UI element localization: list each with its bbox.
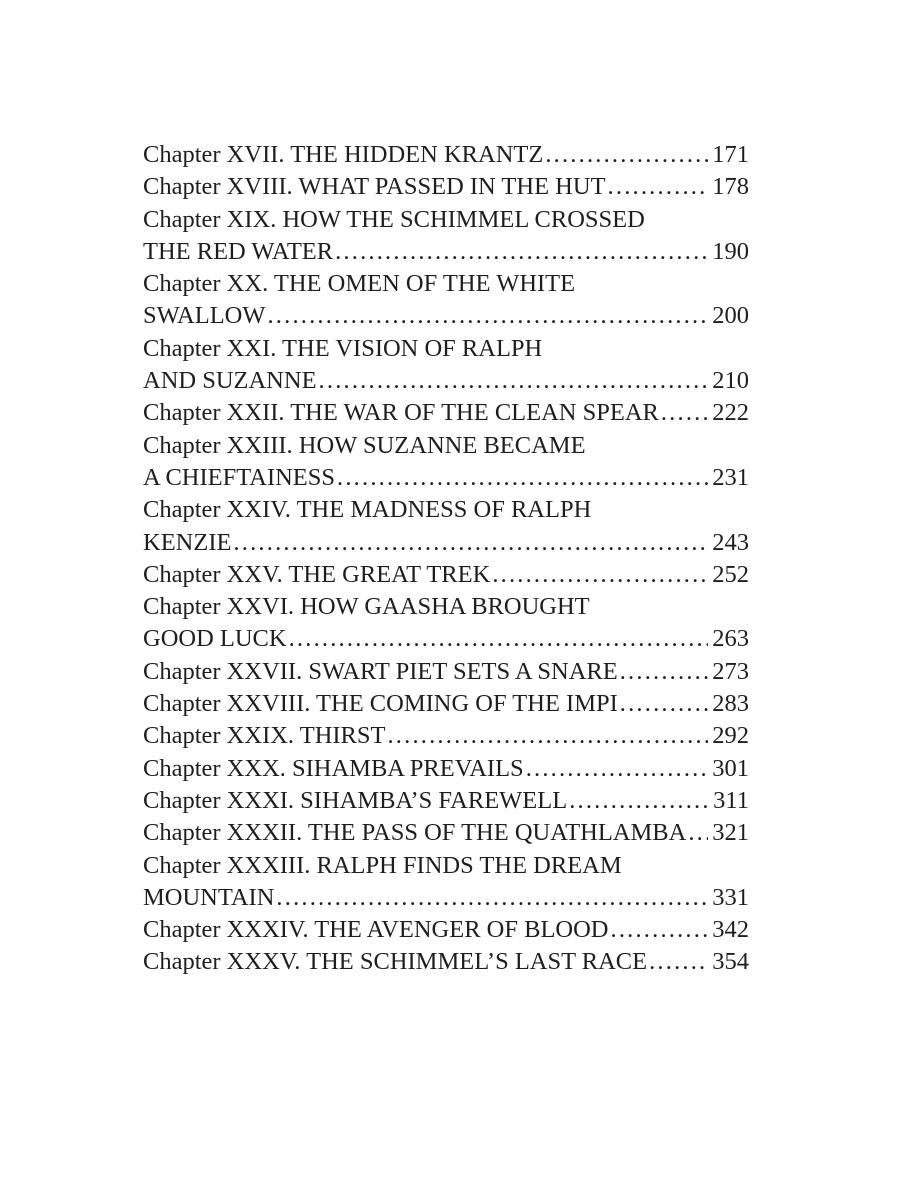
chapter-title: Chapter XXI. THE VISION OF RALPH xyxy=(143,334,543,362)
dot-leader xyxy=(526,753,709,785)
chapter-title-line xyxy=(143,559,749,591)
chapter-title: SWALLOW xyxy=(143,302,266,330)
page-number: 301 xyxy=(712,754,749,782)
toc-entry[interactable] xyxy=(143,720,749,752)
chapter-title-continuation xyxy=(143,365,749,397)
chapter-title: Chapter XXVI. HOW GAASHA BROUGHT xyxy=(143,593,590,621)
chapter-title: Chapter XVII. THE HIDDEN KRANTZ xyxy=(143,141,544,168)
chapter-title: GOOD LUCK xyxy=(143,625,287,653)
chapter-title-line xyxy=(143,914,749,946)
chapter-title-line xyxy=(143,850,749,882)
chapter-title: Chapter XXIX. THIRST xyxy=(143,722,386,750)
chapter-title: Chapter XVIII. WHAT PASSED IN THE HUT xyxy=(143,173,606,201)
chapter-title: THE RED WATER xyxy=(143,237,334,265)
toc-entry[interactable] xyxy=(143,430,749,495)
chapter-title: Chapter XXXV. THE SCHIMMEL’S LAST RACE xyxy=(143,948,648,976)
chapter-title: Chapter XXX. SIHAMBA PREVAILS xyxy=(143,754,524,782)
dot-leader xyxy=(620,688,708,720)
chapter-title-line xyxy=(143,333,749,365)
toc-entry[interactable] xyxy=(143,946,749,978)
page-number: 263 xyxy=(712,625,749,653)
toc-entry[interactable] xyxy=(143,171,749,203)
chapter-title-line xyxy=(143,204,749,236)
dot-leader xyxy=(688,817,708,849)
toc-entry[interactable] xyxy=(143,850,749,915)
chapter-title-line xyxy=(143,785,749,817)
toc-entry[interactable] xyxy=(143,817,749,849)
dot-leader xyxy=(276,882,708,914)
page-number: 222 xyxy=(712,399,749,427)
chapter-title-continuation xyxy=(143,462,749,494)
chapter-title-line xyxy=(143,494,749,526)
dot-leader xyxy=(335,236,708,268)
dot-leader xyxy=(337,462,708,494)
chapter-title-line xyxy=(143,430,749,462)
page-number: 321 xyxy=(712,819,749,847)
chapter-title-continuation xyxy=(143,882,749,914)
page-number: 171 xyxy=(712,141,749,168)
dot-leader xyxy=(569,785,709,817)
chapter-title: Chapter XXXIV. THE AVENGER OF BLOOD xyxy=(143,916,609,944)
chapter-title-line xyxy=(143,946,749,978)
toc-entry[interactable] xyxy=(143,139,749,171)
dot-leader xyxy=(319,365,709,397)
chapter-title: A CHIEFTAINESS xyxy=(143,463,336,491)
page-number: 190 xyxy=(712,237,749,265)
page-number: 342 xyxy=(712,916,749,944)
chapter-title-continuation xyxy=(143,527,749,559)
page-number: 231 xyxy=(712,463,749,491)
chapter-title-continuation xyxy=(143,236,749,268)
page-number: 243 xyxy=(712,528,749,556)
chapter-title: Chapter XX. THE OMEN OF THE WHITE xyxy=(143,270,576,298)
toc-entry[interactable] xyxy=(143,333,749,398)
dot-leader xyxy=(661,397,708,429)
toc-entry[interactable] xyxy=(143,494,749,559)
dot-leader xyxy=(387,720,708,752)
toc-entry[interactable] xyxy=(143,688,749,720)
chapter-title: Chapter XXXIII. RALPH FINDS THE DREAM xyxy=(143,851,622,879)
chapter-title: Chapter XXVIII. THE COMING OF THE IMPI xyxy=(143,690,618,718)
chapter-title-line xyxy=(143,268,749,300)
dot-leader xyxy=(289,623,709,655)
toc-entry[interactable] xyxy=(143,656,749,688)
dot-leader xyxy=(620,656,709,688)
page-number: 283 xyxy=(712,690,749,718)
chapter-title-line xyxy=(143,656,749,688)
chapter-title-continuation xyxy=(143,300,749,332)
page-number: 311 xyxy=(713,786,749,814)
toc-entry[interactable] xyxy=(143,204,749,269)
dot-leader xyxy=(233,527,708,559)
toc-entry[interactable] xyxy=(143,397,749,429)
dot-leader xyxy=(492,559,708,591)
page-number: 200 xyxy=(712,302,749,330)
chapter-title-line xyxy=(143,688,749,720)
chapter-title-line xyxy=(143,591,749,623)
chapter-title: Chapter XXV. THE GREAT TREK xyxy=(143,560,491,588)
chapter-title-line xyxy=(143,171,749,203)
table-of-contents xyxy=(143,139,749,979)
chapter-title: Chapter XXVII. SWART PIET SETS A SNARE xyxy=(143,657,618,685)
dot-leader xyxy=(267,300,708,332)
chapter-title-line xyxy=(143,817,749,849)
page-number: 331 xyxy=(712,883,749,911)
chapter-title: Chapter XXXI. SIHAMBA’S FAREWELL xyxy=(143,786,568,814)
chapter-title: Chapter XXII. THE WAR OF THE CLEAN SPEAR xyxy=(143,399,659,427)
chapter-title-line xyxy=(143,753,749,785)
dot-leader xyxy=(545,139,708,171)
toc-entry[interactable] xyxy=(143,559,749,591)
chapter-title: AND SUZANNE xyxy=(143,367,317,395)
toc-entry[interactable] xyxy=(143,753,749,785)
page-number: 273 xyxy=(712,657,749,685)
chapter-title: Chapter XXXII. THE PASS OF THE QUATHLAMBA xyxy=(143,819,687,847)
chapter-title: KENZIE xyxy=(143,528,232,556)
dot-leader xyxy=(611,914,709,946)
toc-entry[interactable] xyxy=(143,591,749,656)
chapter-title: Chapter XIX. HOW THE SCHIMMEL CROSSED xyxy=(143,205,645,233)
page-number: 210 xyxy=(712,367,749,395)
chapter-title-line xyxy=(143,139,749,171)
toc-entry[interactable] xyxy=(143,914,749,946)
page-number: 178 xyxy=(712,173,749,201)
page-number: 252 xyxy=(712,560,749,588)
chapter-title: Chapter XXIII. HOW SUZANNE BECAME xyxy=(143,431,586,459)
chapter-title-line xyxy=(143,397,749,429)
dot-leader xyxy=(649,946,708,978)
chapter-title: MOUNTAIN xyxy=(143,883,275,911)
chapter-title: Chapter XXIV. THE MADNESS OF RALPH xyxy=(143,496,592,524)
toc-entry[interactable] xyxy=(143,268,749,333)
page-number: 292 xyxy=(712,722,749,750)
toc-entry[interactable] xyxy=(143,785,749,817)
chapter-title-line xyxy=(143,720,749,752)
dot-leader xyxy=(608,171,709,203)
page-number: 354 xyxy=(712,948,749,976)
chapter-title-continuation xyxy=(143,623,749,655)
